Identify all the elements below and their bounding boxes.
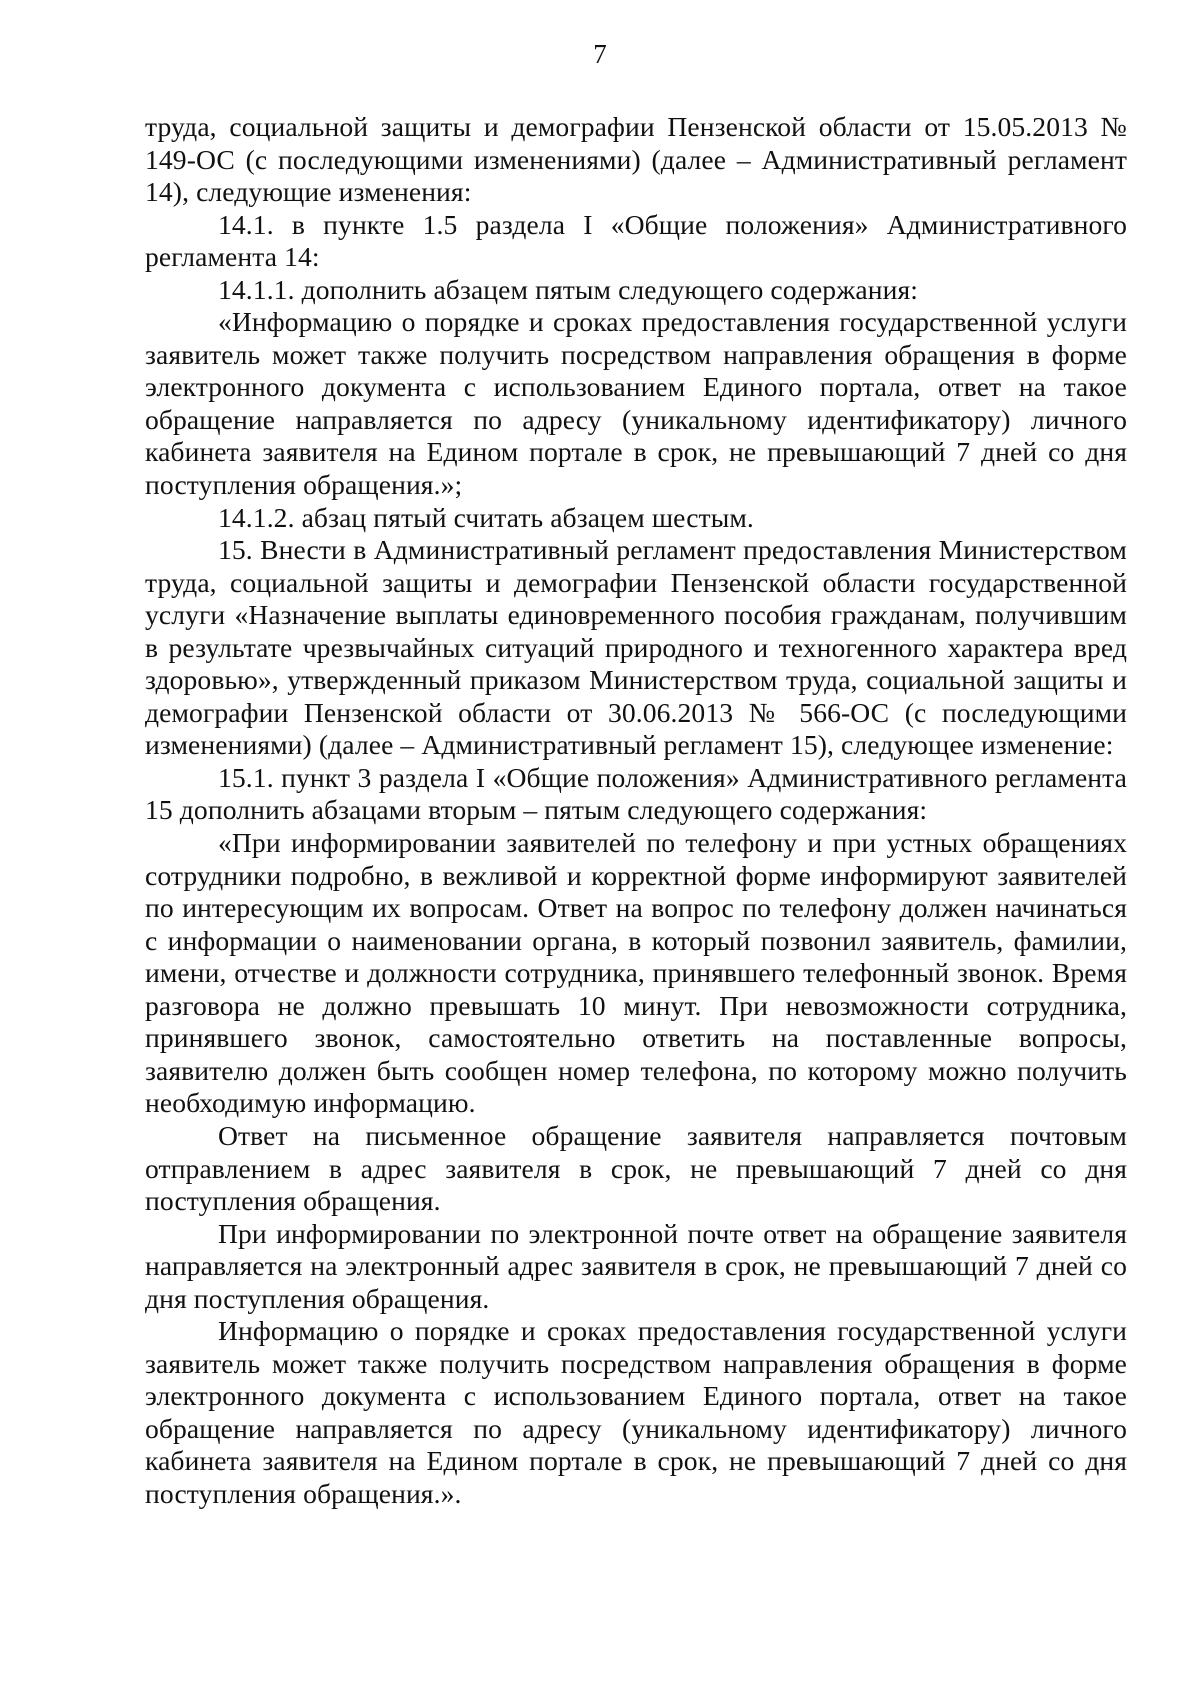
document-body [145,111,1127,1511]
paragraph: 15. Внести в Административный регламент предоставления Министерством труда, социальной защиты и демографии Пензенской области государственной услуги «Назначение выплаты единовременного пособия гражданам, получившим в результате чрезвычайных ситуаций природного и техногенного характера вред здоровью», утвержденный приказом Министерством труда, социальной защиты и демографии Пензенской области от 30.06.2013 № 566-ОС (с последующими изменениями) (далее – Административный регламент 15), следующее изменение: [145,534,1127,761]
paragraph: труда, социальной защиты и демографии Пензенской области от 15.05.2013 № 149-ОС (с последующими изменениями) (далее – Административный регламент 14), следующие изменения: [145,111,1127,208]
paragraph: Ответ на письменное обращение заявителя направляется почтовым отправлением в адрес заявителя в срок, не превышающий 7 дней со дня поступления обращения. [145,1119,1127,1217]
paragraph: 14.1.2. абзац пятый считать абзацем шестым. [218,501,754,533]
paragraph: 15.1. пункт 3 раздела I «Общие положения» Административного регламента 15 дополнить абзацами вторым – пятым следующего содержания: [145,761,1127,826]
paragraph: При информировании по электронной почте ответ на обращение заявителя направляется на электронный адрес заявителя в срок, не превышающий 7 дней со дня поступления обращения. [145,1217,1127,1314]
paragraph: «При информировании заявителей по телефону и при устных обращениях сотрудники подробно, в вежливой и корректной форме информируют заявителей по интересующим их вопросам. Ответ на вопрос по телефону должен начинаться с информации о наименовании органа, в который позвонил заявитель, фамилии, имени, отчестве и должности сотрудника, принявшего телефонный звонок. Время разговора не должно превышать 10 минут. При невозможности сотрудника, принявшего звонок, самостоятельно ответить на поставленные вопросы, заявителю должен быть сообщен номер телефона, по которому можно получить необходимую информацию. [145,827,1127,1119]
paragraph: Информацию о порядке и сроках предоставления государственной услуги заявитель может также получить посредством направления обращения в форме электронного документа с использованием Единого портала, ответ на такое обращение направляется по адресу (уникальному идентификатору) личного кабинета заявителя на Едином портале в срок, не превышающий 7 дней со дня поступления обращения.». [145,1315,1127,1509]
paragraph: 14.1. в пункте 1.5 раздела I «Общие положения» Административного регламента 14: [145,208,1127,273]
paragraph: 14.1.1. дополнить абзацем пятым следующего содержания: [218,273,918,305]
paragraph: «Информацию о порядке и сроках предоставления государственной услуги заявитель может также получить посредством направления обращения в форме электронного документа с использованием Единого портала, ответ на такое обращение направляется по адресу (уникальному идентификатору) личного кабинета заявителя на Едином портале в срок, не превышающий 7 дней со дня поступления обращения.»; [145,306,1127,501]
page-number: 7 [593,39,607,69]
